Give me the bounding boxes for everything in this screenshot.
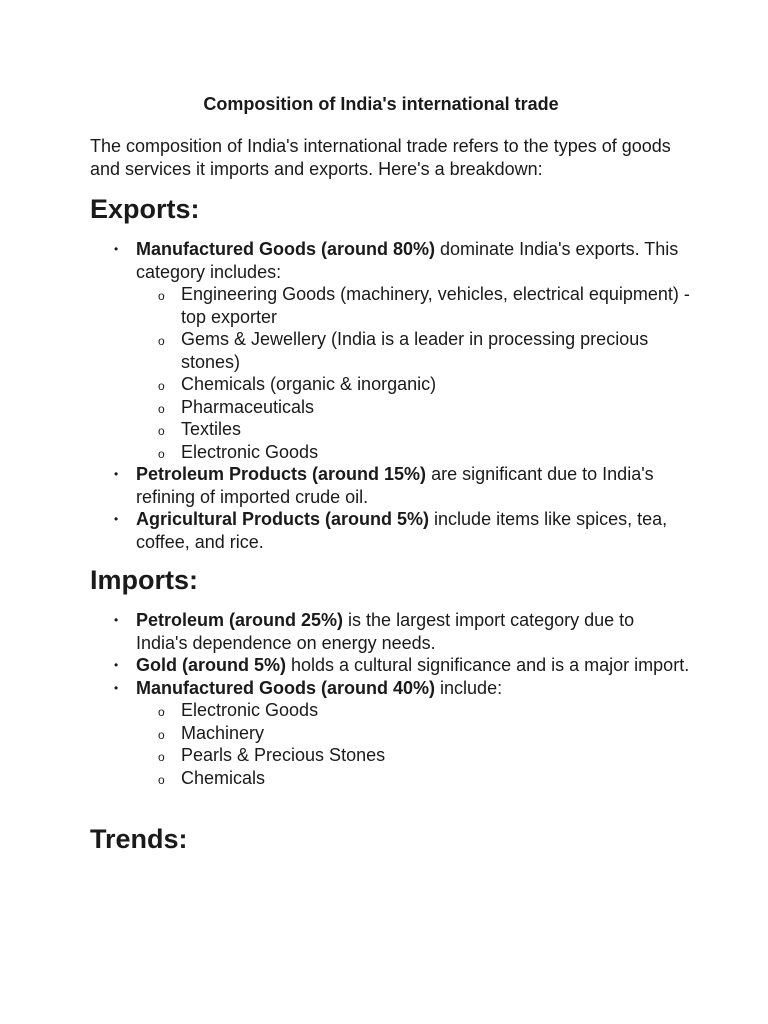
list-item	[136, 396, 690, 419]
list-item	[136, 418, 690, 441]
export-item-bold: Petroleum Products (around 15%)	[136, 464, 427, 484]
list-item	[90, 654, 690, 677]
list-item	[136, 699, 690, 722]
list-item	[136, 373, 690, 396]
import-item-bold: Petroleum (around 25%)	[136, 610, 344, 630]
export-item-bold: Agricultural Products (around 5%)	[136, 509, 430, 529]
export-sublist	[136, 283, 690, 463]
import-item-bold: Manufactured Goods (around 40%)	[136, 677, 436, 698]
list-item	[90, 609, 690, 654]
bullet-marker: •	[114, 512, 119, 526]
sub-bullet-marker: o	[158, 401, 165, 416]
sub-item-text: Machinery	[181, 722, 265, 743]
export-item-text: include items like spices, tea, coffee, and rice.	[136, 509, 668, 552]
sub-item-text: Chemicals (organic & inorganic)	[181, 374, 437, 394]
imports-list	[90, 609, 690, 789]
sub-bullet-marker: o	[158, 446, 165, 461]
sub-bullet-marker: o	[158, 705, 165, 719]
exports-list	[90, 238, 690, 553]
sub-item-text: Pharmaceuticals	[181, 396, 315, 417]
import-item-text: is the largest import category due to India's dependence on energy needs.	[136, 610, 635, 653]
list-item	[90, 238, 690, 463]
import-item-text: include:	[435, 677, 503, 698]
sub-item-text: Pearls & Precious Stones	[181, 745, 386, 765]
sub-item-text: Engineering Goods (machinery, vehicles, electrical equipment) - top exporter	[181, 284, 690, 327]
list-item	[136, 722, 690, 745]
sub-bullet-marker: o	[158, 424, 165, 438]
bullet-marker: •	[114, 680, 119, 695]
intro-paragraph: The composition of India's international trade refers to the types of goods and services it imports and exports. Here's a breakdown:	[90, 136, 671, 179]
sub-item-text: Electronic Goods	[181, 441, 319, 462]
bullet-marker: •	[114, 658, 119, 672]
sub-bullet-marker: o	[158, 289, 165, 303]
export-item-bold: Manufactured Goods (around 80%)	[136, 239, 436, 259]
export-item-text: dominate India's exports. This category includes:	[136, 239, 679, 282]
list-item	[136, 328, 690, 373]
sub-bullet-marker: o	[158, 772, 165, 787]
bullet-marker: •	[114, 242, 119, 256]
list-item	[136, 441, 690, 464]
list-item	[136, 744, 690, 767]
exports-heading: Exports:	[90, 194, 200, 224]
sub-item-text: Chemicals	[181, 767, 266, 788]
import-sublist	[136, 699, 690, 789]
imports-heading: Imports:	[90, 565, 198, 595]
list-item	[90, 677, 690, 790]
bullet-marker: •	[114, 613, 119, 627]
bullet-marker: •	[114, 467, 119, 481]
sub-item-text: Textiles	[181, 419, 242, 439]
page-title: Composition of India's international trade	[203, 94, 559, 114]
sub-bullet-marker: o	[158, 379, 165, 393]
import-item-text: holds a cultural significance and is a major import.	[286, 655, 690, 675]
list-item	[90, 508, 690, 553]
list-item	[136, 767, 690, 790]
sub-bullet-marker: o	[158, 727, 165, 742]
trends-heading: Trends:	[90, 824, 188, 854]
import-item-bold: Gold (around 5%)	[136, 655, 286, 675]
export-item-text: are significant due to India's refining of imported crude oil.	[136, 464, 654, 507]
sub-item-text: Electronic Goods	[181, 700, 319, 720]
sub-item-text: Gems & Jewellery (India is a leader in processing precious stones)	[181, 329, 649, 372]
sub-bullet-marker: o	[158, 750, 165, 764]
list-item	[136, 283, 690, 328]
sub-bullet-marker: o	[158, 334, 165, 348]
list-item	[90, 463, 690, 508]
